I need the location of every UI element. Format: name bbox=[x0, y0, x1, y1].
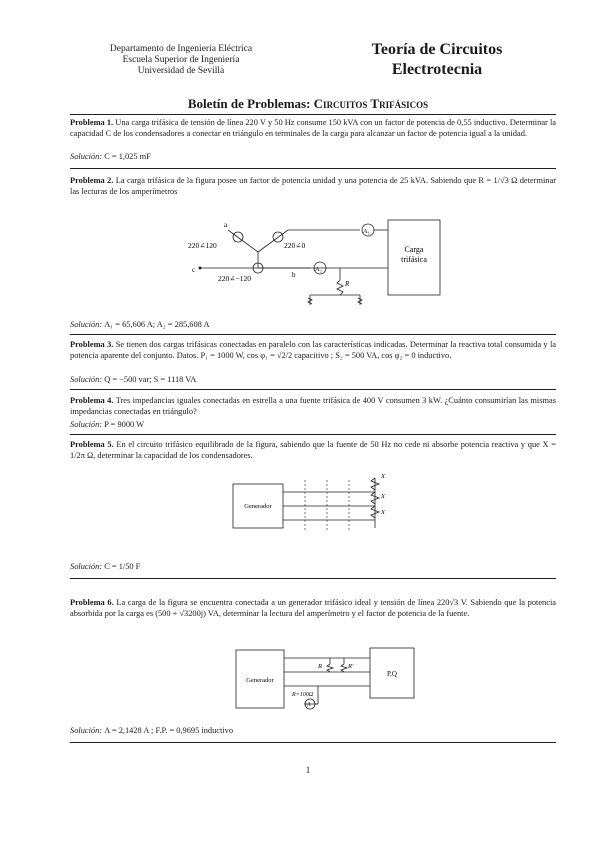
fig2-ammeter-1: A₁ bbox=[363, 228, 370, 235]
problem-label: Problema 6. bbox=[70, 598, 114, 607]
problem-label: Problema 4. bbox=[70, 396, 114, 405]
node-c-dot bbox=[199, 267, 202, 270]
sheet-title bbox=[0, 96, 616, 112]
problem-label: Problema 3. bbox=[70, 340, 114, 349]
sheet-title-prefix: Boletín de Problemas: bbox=[187, 96, 314, 111]
divider bbox=[70, 578, 556, 579]
solution-1 bbox=[70, 152, 151, 161]
fig2-ammeter-2: A₂ bbox=[315, 266, 322, 273]
course-title-line-1: Teoría de Circuitos bbox=[371, 41, 503, 58]
fig5-reactance-2: X bbox=[381, 493, 385, 500]
figure-6-circuit bbox=[230, 638, 420, 718]
solution-label: Solución: bbox=[70, 726, 103, 735]
problem-6 bbox=[70, 598, 556, 619]
figure-5-circuit bbox=[225, 470, 400, 540]
solution-6 bbox=[70, 726, 233, 735]
problem-label: Problema 2. bbox=[70, 176, 114, 185]
divider bbox=[70, 168, 556, 169]
solution-label: Solución: bbox=[70, 152, 103, 161]
problem-text: En el circuito trifásico equilibrado de la figura, sabiendo que la fuente de 50 Hz no cede ni absorbe potencia reactiva y que X = 1/2π Ω, determinar la capacidad de los condensadores. bbox=[70, 440, 556, 460]
fig2-load-line-2: trifásica bbox=[401, 255, 427, 264]
fig2-node-c: c bbox=[192, 266, 196, 274]
problem-label: Problema 5. bbox=[70, 440, 114, 449]
solution-label: Solución: bbox=[70, 320, 103, 329]
divider bbox=[70, 742, 556, 743]
fig2-node-a: a bbox=[224, 221, 228, 229]
problem-text: Se tienen dos cargas trifásicas conectadas en paralelo con las características indicadas. Determinar la reactiva total consumida y la potencia aparente del conjunto. Datos. P₁ = 1000 W, cos φ₁ = √2/2 capacitivo ; S₂ = 500 VA, cos φ₂ = 0 inductivo. bbox=[70, 340, 556, 360]
solution-value: C = 1,025 mF bbox=[104, 152, 151, 161]
department-block bbox=[96, 44, 266, 77]
solution-value: P = 9000 W bbox=[104, 420, 145, 429]
fig6-generator: Generador bbox=[246, 677, 274, 684]
solution-label: Solución: bbox=[70, 375, 103, 384]
solution-value: Q = −500 var; S = 1118 VA bbox=[104, 375, 197, 384]
solution-2 bbox=[70, 320, 210, 329]
course-title bbox=[352, 40, 522, 80]
dept-line-3: Universidad de Sevilla bbox=[137, 66, 225, 76]
solution-value: A = 2,1428 A ; F.P. = 0,9695 inductivo bbox=[104, 726, 234, 735]
solution-label: Solución: bbox=[70, 562, 103, 571]
divider bbox=[70, 114, 556, 115]
fig5-generator: Generador bbox=[244, 503, 272, 510]
dept-line-1: Departamento de Ingeniería Eléctrica bbox=[109, 44, 253, 54]
problem-1 bbox=[70, 118, 556, 139]
figure-2-circuit bbox=[180, 210, 450, 315]
problem-text: Tres impedancias iguales conectadas en estrella a una fuente trifásica de 400 V consumen 3 kW. ¿Cuánto consumirían las mismas impedancias conectadas en triángulo? bbox=[70, 396, 556, 416]
fig2-node-b: b bbox=[292, 271, 296, 279]
problem-5 bbox=[70, 440, 556, 461]
fig6-resistor-r-prime: R' bbox=[348, 663, 354, 670]
fig5-reactance-1: X bbox=[381, 473, 385, 480]
problem-label: Problema 1. bbox=[70, 118, 114, 127]
course-title-line-2: Electrotecnia bbox=[391, 61, 483, 78]
fig2-source-1: 220∠120 bbox=[188, 241, 217, 250]
solution-label: Solución: bbox=[70, 420, 103, 429]
solution-3 bbox=[70, 375, 196, 384]
page-number: 1 bbox=[305, 765, 311, 775]
fig6-ammeter: A bbox=[307, 702, 311, 708]
fig5-reactance-3: X bbox=[381, 509, 385, 516]
dept-line-2: Escuela Superior de Ingeniería bbox=[122, 55, 240, 65]
fig6-resistor-label: R=100Ω bbox=[292, 692, 314, 698]
problem-3 bbox=[70, 340, 556, 361]
solution-5 bbox=[70, 562, 140, 571]
divider bbox=[70, 434, 556, 435]
fig2-load-line-1: Carga bbox=[404, 245, 424, 254]
divider bbox=[70, 334, 556, 335]
solution-value: C = 1/50 F bbox=[104, 562, 141, 571]
fig6-load-pq: P,Q bbox=[387, 670, 397, 678]
fig2-source-3: 220∠−120 bbox=[218, 274, 252, 283]
problem-4 bbox=[70, 396, 556, 417]
problem-2 bbox=[70, 176, 556, 197]
problem-text: La carga de la figura se encuentra conectada a un generador trifásico ideal y tensión de línea 220√3 V. Sabiendo que la potencia absorbida por la carga es (500 + √3200j) VA, determinar la lectura del amperímetro y el factor de potencia de la fuente. bbox=[70, 598, 557, 618]
problem-text: Una carga trifásica de tensión de línea 220 V y 50 Hz consume 150 kVA con un factor de potencia de 0,55 inductivo. Determinar la capacidad C de los condensadores a conectar en triángulo en terminales de la carga para alcanzar un factor de potencia igual a la unidad. bbox=[70, 118, 557, 138]
fig2-source-2: 220∠0 bbox=[284, 241, 306, 250]
divider bbox=[70, 389, 556, 390]
fig2-resistor: R bbox=[345, 280, 350, 288]
solution-4 bbox=[70, 420, 144, 429]
fig6-resistor-r: R bbox=[318, 663, 322, 670]
sheet-title-topic: Circuitos Trifásicos bbox=[313, 96, 429, 111]
problem-text: La carga trifásica de la figura posee un factor de potencia unidad y una potencia de 25 kVA. Sabiendo que R = 1/√3 Ω determinar las lecturas de los amperímetros bbox=[70, 176, 556, 196]
solution-value: A₁ = 65,606 A; A₂ = 285,608 A bbox=[104, 320, 210, 329]
